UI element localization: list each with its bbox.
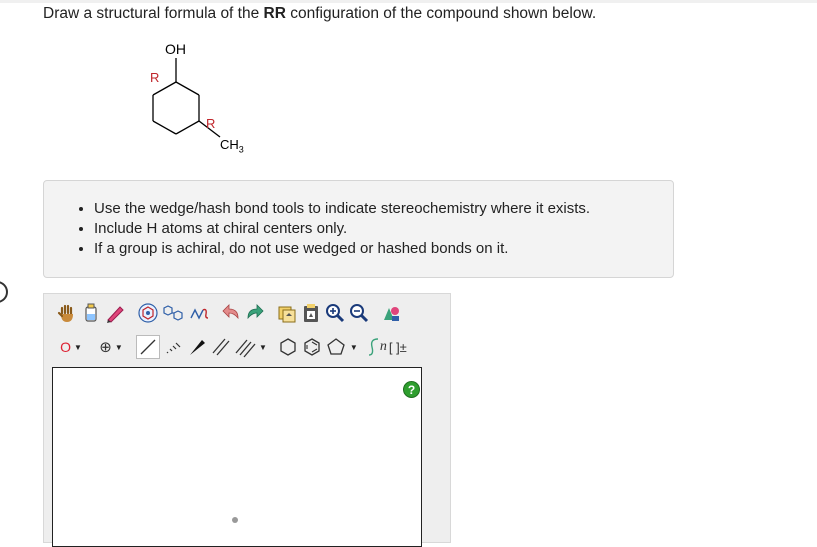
wedge-bond-icon[interactable]	[186, 335, 208, 359]
toolbar-row-2	[56, 335, 409, 359]
chain-template-icon[interactable]	[162, 301, 186, 325]
benzene-icon[interactable]	[301, 335, 323, 359]
ch3-label: $CH_3$	[220, 137, 244, 155]
instruction-item: • Use the wedge/hash bond tools to indicate stereochemistry where it exists.	[94, 199, 673, 219]
chevron-down-icon: ▼	[73, 342, 82, 352]
instructions-box	[43, 180, 674, 278]
undo-icon[interactable]	[220, 301, 242, 325]
chevron-down-icon: ▼	[114, 342, 123, 352]
copy-icon[interactable]	[276, 301, 298, 325]
bracket-charge-icon[interactable]: [ ]±	[388, 339, 407, 355]
hash-bond-icon[interactable]	[162, 335, 184, 359]
r-label-2: R	[206, 116, 216, 131]
help-button[interactable]: ?	[403, 381, 420, 398]
toolbar-row-1	[56, 301, 404, 325]
cyclohexane-icon[interactable]	[277, 335, 299, 359]
cyclopentane-dropdown[interactable]	[325, 335, 358, 359]
eraser-jar-icon[interactable]	[80, 301, 102, 325]
charge-plus-dropdown[interactable]: ⊕ ▼	[99, 339, 123, 356]
cyclohexane-structure	[120, 38, 270, 168]
question-text: Draw a structural formula of the RR configuration of the compound shown below.	[43, 5, 597, 22]
single-bond-icon[interactable]	[136, 335, 160, 359]
drawing-canvas[interactable]	[52, 367, 422, 547]
structure-editor	[43, 293, 451, 543]
top-border	[0, 0, 817, 3]
clean-icon[interactable]	[380, 301, 402, 325]
paste-icon[interactable]	[300, 301, 322, 325]
r-label-1: R	[150, 70, 160, 85]
bond-chain-icon[interactable]	[188, 301, 210, 325]
canvas-dot	[232, 517, 238, 523]
zoom-out-icon[interactable]	[348, 301, 370, 325]
oh-label: OH	[165, 41, 186, 57]
sn-icon[interactable]: n	[368, 335, 387, 359]
double-bond-icon[interactable]	[210, 335, 232, 359]
triple-bond-dropdown[interactable]	[234, 335, 267, 359]
ring-template-icon[interactable]	[136, 301, 160, 325]
instructions-list	[44, 181, 673, 259]
atom-o-dropdown[interactable]: O ▼	[60, 339, 82, 355]
chevron-down-icon: ▼	[349, 342, 358, 352]
pencil-icon[interactable]	[104, 301, 126, 325]
chevron-down-icon: ▼	[259, 342, 267, 352]
configuration-emphasis: RR	[263, 5, 286, 22]
page-edge-arc	[0, 281, 8, 303]
zoom-in-icon[interactable]	[324, 301, 346, 325]
instruction-item: • If a group is achiral, do not use wedged or hashed bonds on it.	[94, 239, 673, 259]
instruction-item: • Include H atoms at chiral centers only.	[94, 219, 673, 239]
compound-structure	[120, 38, 270, 168]
hand-icon[interactable]	[56, 301, 78, 325]
redo-icon[interactable]	[244, 301, 266, 325]
